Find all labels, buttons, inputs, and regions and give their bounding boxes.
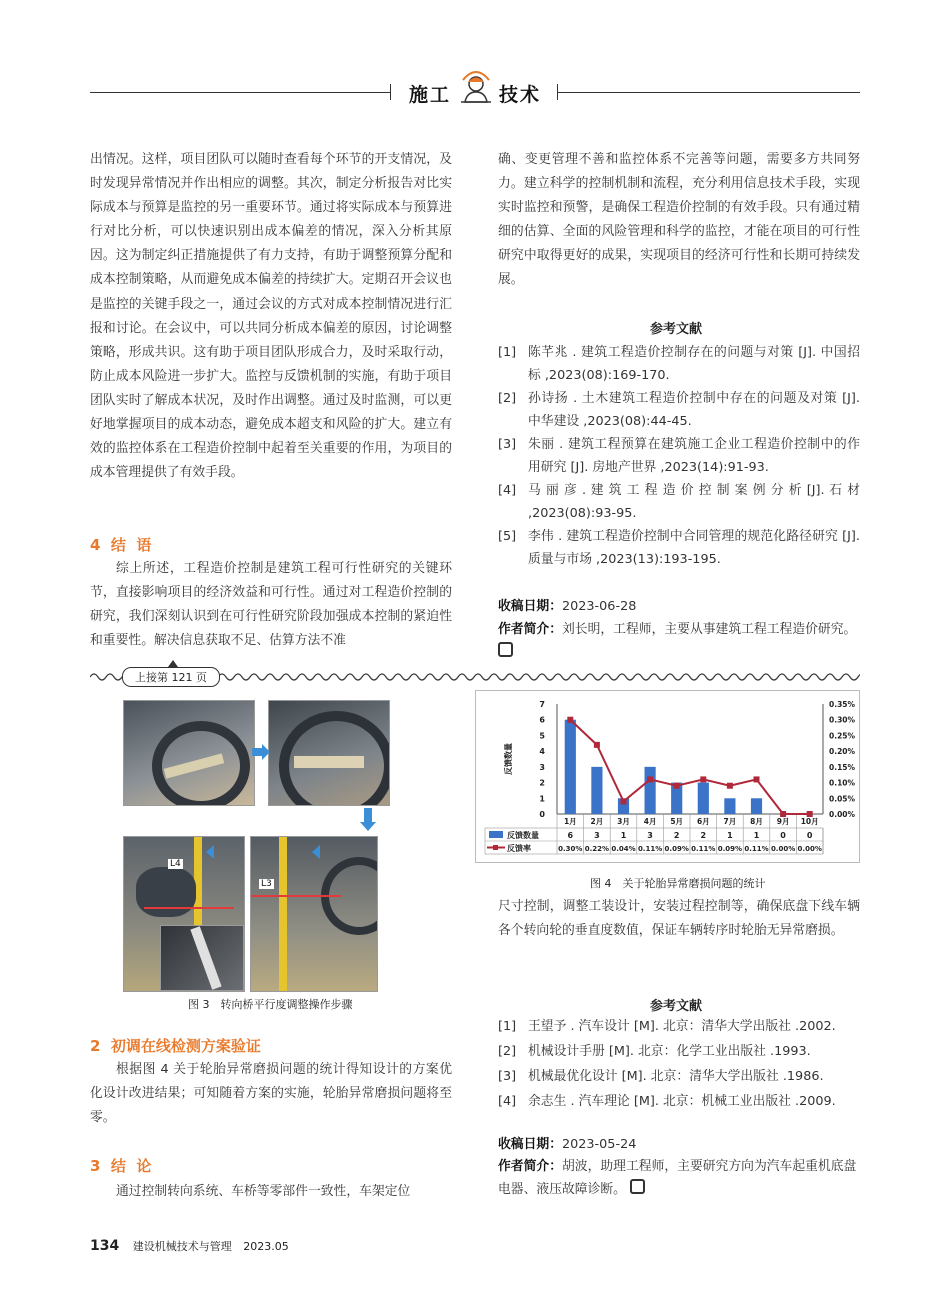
x-tick-label: 6月 <box>696 817 710 826</box>
table-value-count: 1 <box>727 831 733 840</box>
table-value-rate: 0.04% <box>611 845 636 853</box>
reference-number: [4] <box>498 1094 517 1109</box>
upper-right-paragraph-1: 确、变更管理不善和监控体系不完善等问题，需要多方共同努力。建立科学的控制机制和流程，充分利用信息技术手段，实现实时监控和预警，是确保工程造价控制的有效手段。只有通过精细的估算、全面的风险管理和科学的监控，才能在项目的可行性研究中取得更好的成果，实现项目的经济可行性和长期可持续发展。 <box>498 152 860 288</box>
reference-list-1 <box>498 341 860 571</box>
step-photo-3-inset <box>160 925 244 991</box>
section-2-paragraph: 根据图 4 关于轮胎异常磨损问题的统计得知设计的方案优化设计改进结果；可知随着方案的实施，轮胎异常磨损问题将至零。 <box>90 1062 452 1126</box>
step-photo-4 <box>250 836 378 992</box>
bar-2 <box>591 767 602 814</box>
bar-6 <box>698 783 709 814</box>
author-bio-text: 刘长明，工程师，主要从事建筑工程工程造价研究。 <box>561 622 857 637</box>
reference-text: 李伟 . 建筑工程造价控制中合同管理的规范化路径研究 [J]. 质量与市场 ,2023(13):193-195. <box>528 529 860 567</box>
table-value-rate: 0.09% <box>664 845 689 853</box>
reference-text: 机械最优化设计 [M]. 北京：清华大学出版社 .1986. <box>528 1069 824 1084</box>
y2-tick-label: 0.10% <box>829 778 856 788</box>
legend-label-line: 反馈率 <box>507 844 531 853</box>
references-heading-1: 参考文献 <box>650 322 703 337</box>
y-tick-label: 2 <box>539 778 545 788</box>
rate-point-3 <box>621 798 627 804</box>
table-value-count: 1 <box>753 831 760 840</box>
label-l3: L3 <box>261 879 272 889</box>
page-footer <box>90 1238 289 1254</box>
x-tick-label: 7月 <box>723 817 737 826</box>
reference-text: 孙诗扬 . 土木建筑工程造价控制中存在的问题及对策 [J]. 中华建设 ,2023(08):44-45. <box>528 391 860 429</box>
figure-4-caption: 图 4 关于轮胎异常磨损问题的统计 <box>590 877 766 890</box>
reference-item <box>498 1039 860 1064</box>
table-value-count: 0 <box>780 831 786 840</box>
end-mark-icon <box>498 642 513 657</box>
y2-tick-label: 0.05% <box>829 794 856 804</box>
construction-worker-icon <box>459 66 493 106</box>
reference-number: [3] <box>498 1069 517 1084</box>
reference-item <box>498 341 860 387</box>
author-bio-text-2: 胡波，助理工程师，主要研究方向为汽车起重机底盘电器、液压故障诊断。 <box>498 1159 857 1197</box>
section-header <box>395 78 555 112</box>
arrow-down-icon <box>364 808 372 822</box>
received-label: 收稿日期： <box>498 599 562 614</box>
bar-4 <box>645 767 656 814</box>
author-bio-2 <box>498 1155 860 1201</box>
reference-text: 王望予 . 汽车设计 [M]. 北京：清华大学出版社 .2002. <box>528 1019 836 1034</box>
section-3-heading: 3 结 论 <box>90 1157 152 1175</box>
feedback-chart <box>475 690 860 863</box>
reference-item <box>498 1089 860 1114</box>
x-tick-label: 8月 <box>750 817 763 826</box>
y-tick-label: 4 <box>539 747 545 757</box>
rate-point-1 <box>567 717 573 723</box>
y2-tick-label: 0.30% <box>829 715 856 725</box>
reference-text: 余志生 . 汽车理论 [M]. 北京：机械工业出版社 .2009. <box>528 1094 836 1109</box>
arrow-right-head <box>262 744 270 760</box>
legend-swatch-marker <box>493 845 498 850</box>
reference-item <box>498 479 860 525</box>
rate-point-9 <box>780 811 786 817</box>
table-value-rate: 0.30% <box>558 845 583 853</box>
bar-7 <box>724 798 735 814</box>
reference-item <box>498 1014 860 1039</box>
legend-swatch-bar <box>489 831 503 838</box>
section-2-heading: 2 初调在线检测方案验证 <box>90 1037 261 1055</box>
continued-from-text: 上接第 121 页 <box>135 671 207 684</box>
table-value-rate: 0.00% <box>770 845 796 853</box>
received-date-1 <box>498 595 860 618</box>
x-tick-label: 10月 <box>800 817 819 826</box>
continued-from-tag <box>122 667 220 687</box>
y-tick-label: 6 <box>539 715 545 725</box>
author-label-2: 作者简介： <box>498 1159 562 1174</box>
x-tick-label: 1月 <box>563 817 577 826</box>
continued-tag-pointer <box>168 660 178 667</box>
step-photo-1 <box>123 700 255 806</box>
y-tick-label: 3 <box>539 762 545 772</box>
reference-list-2 <box>498 1014 860 1114</box>
rate-point-5 <box>674 783 680 789</box>
journal-issue: 2023.05 <box>243 1240 289 1253</box>
bar-8 <box>751 798 762 814</box>
reference-number: [1] <box>498 1019 517 1034</box>
author-bio-1 <box>498 618 860 664</box>
journal-name: 建设机械技术与管理 <box>132 1240 232 1253</box>
reference-number: [3] <box>498 437 517 452</box>
arrow-left-icon <box>206 845 214 859</box>
reference-item <box>498 387 860 433</box>
header-rule-tick-left <box>390 84 391 100</box>
references-heading-2: 参考文献 <box>650 999 703 1014</box>
reference-number: [5] <box>498 529 517 544</box>
table-value-count: 2 <box>700 831 707 840</box>
x-tick-label: 9月 <box>776 817 790 826</box>
table-value-rate: 0.11% <box>637 845 663 853</box>
y-tick-label: 5 <box>539 731 545 741</box>
table-value-count: 3 <box>647 831 653 840</box>
y-tick-label: 0 <box>539 810 545 819</box>
rate-point-8 <box>754 776 760 782</box>
x-tick-label: 5月 <box>670 817 684 826</box>
rate-point-6 <box>700 776 706 782</box>
reference-item <box>498 525 860 571</box>
received-date-2 <box>498 1133 860 1156</box>
upper-left-paragraph-2: 综上所述，工程造价控制是建筑工程可行性研究的关键环节，直接影响项目的经济效益和可行性。通过对工程造价控制的研究，我们深刻认识到在可行性研究阶段加强成本控制的紧迫性和重要性。解决信息获取不足、估算方法不准 <box>90 561 452 649</box>
table-value-count: 3 <box>594 831 600 840</box>
arrow-left-icon-2 <box>312 845 320 859</box>
table-value-count: 6 <box>567 831 574 840</box>
y-tick-label: 7 <box>539 700 545 709</box>
header-rule-tick-right <box>557 84 558 100</box>
reference-number: [2] <box>498 1044 517 1059</box>
y2-tick-label: 0.35% <box>829 700 856 709</box>
rate-point-2 <box>594 742 600 748</box>
y-axis-title: 反馈数量 <box>504 743 513 775</box>
table-value-rate: 0.09% <box>717 845 743 853</box>
reference-text: 陈芊兆 . 建筑工程造价控制存在的问题与对策 [J]. 中国招标 ,2023(08):169-170. <box>528 345 860 383</box>
reference-number: [1] <box>498 345 517 360</box>
end-mark-icon-2 <box>630 1179 645 1194</box>
y2-tick-label: 0.20% <box>829 747 856 757</box>
y-tick-label: 1 <box>539 794 545 804</box>
figure-3-caption: 图 3 转向桥平行度调整操作步骤 <box>188 998 353 1011</box>
legend-label-bar: 反馈数量 <box>507 831 539 840</box>
received-date-value: 2023-06-28 <box>561 599 637 614</box>
reference-text: 马 丽 彦 . 建 筑 工 程 造 价 控 制 案 例 分 析 [J]. 石 材 ,2023(08):93-95. <box>528 483 860 521</box>
arrow-down-head <box>360 822 376 831</box>
reference-number: [2] <box>498 391 517 406</box>
section-4-heading: 4 结 语 <box>90 536 152 554</box>
table-value-rate: 0.22% <box>584 845 610 853</box>
bar-1 <box>565 720 576 814</box>
arrow-right-icon <box>252 748 262 756</box>
page-number: 134 <box>90 1238 120 1254</box>
step-photo-2 <box>268 700 390 806</box>
rate-point-7 <box>727 783 733 789</box>
label-l4: L4 <box>170 859 181 869</box>
header-rule-left <box>90 92 390 93</box>
y2-tick-label: 0.25% <box>829 731 856 741</box>
reference-text: 朱丽 . 建筑工程预算在建筑施工企业工程造价控制中的作用研究 [J]. 房地产世界 ,2023(14):91-93. <box>528 437 860 475</box>
author-label: 作者简介： <box>498 622 562 637</box>
x-tick-label: 2月 <box>590 817 604 826</box>
section-3-paragraph: 通过控制转向系统、车桥等零部件一致性，车架定位 <box>116 1184 411 1199</box>
table-value-rate: 0.00% <box>797 845 822 853</box>
header-rule-right <box>558 92 860 93</box>
upper-left-paragraph-1: 出情况。这样，项目团队可以随时查看每个环节的开支情况，及时发现异常情况并作出相应的调整。其次，制定分析报告对比实际成本与预算是监控的另一重要环节。通过将实际成本与预算进行对比分析，可以快速识别出成本偏差的情况，深入分析其原因。这为制定纠正措施提供了有力支持，有助于调整预算分配和成本控制策略，从而避免成本偏差的持续扩大。定期召开会议也是监控的关键手段之一，通过会议的方式对成本控制情况进行汇报和讨论。在会议中，可以共同分析成本偏差的原因，讨论调整策略，形成共识。这有助于项目团队形成合力，及时采取行动，防止成本风险进一步扩大。监控与反馈机制的实施，有助于项目团队实时了解成本状况，及时作出调整。通过及时监测，可以更好地掌握项目的成本动态，避免成本超支和风险的扩大。建立有效的监控体系在工程造价控制中起着至关重要的作用，为项目的成本管理提供了有效手段。 <box>90 152 452 481</box>
rate-point-10 <box>807 811 813 817</box>
header-right-text: 技术 <box>499 84 542 106</box>
reference-item <box>498 1064 860 1089</box>
header-left-text: 施工 <box>409 84 452 106</box>
table-value-count: 2 <box>673 831 680 840</box>
received-label-2: 收稿日期： <box>498 1137 562 1152</box>
table-value-rate: 0.11% <box>691 845 716 853</box>
rate-point-4 <box>647 776 653 782</box>
y2-tick-label: 0.00% <box>829 810 856 819</box>
x-tick-label: 4月 <box>643 817 657 826</box>
reference-item <box>498 433 860 479</box>
table-value-rate: 0.11% <box>744 845 769 853</box>
received-date-value-2: 2023-05-24 <box>561 1137 637 1152</box>
reference-number: [4] <box>498 483 517 498</box>
y2-tick-label: 0.15% <box>829 762 856 772</box>
lower-right-paragraph-1: 尺寸控制，调整工装设计，安装过程控制等，确保底盘下线车辆各个转向轮的垂直度数值，保证车辆转序时轮胎无异常磨损。 <box>498 899 860 939</box>
table-value-count: 1 <box>620 831 627 840</box>
x-tick-label: 3月 <box>617 817 630 826</box>
reference-text: 机械设计手册 [M]. 北京：化学工业出版社 .1993. <box>528 1044 811 1059</box>
table-value-count: 0 <box>806 831 813 840</box>
